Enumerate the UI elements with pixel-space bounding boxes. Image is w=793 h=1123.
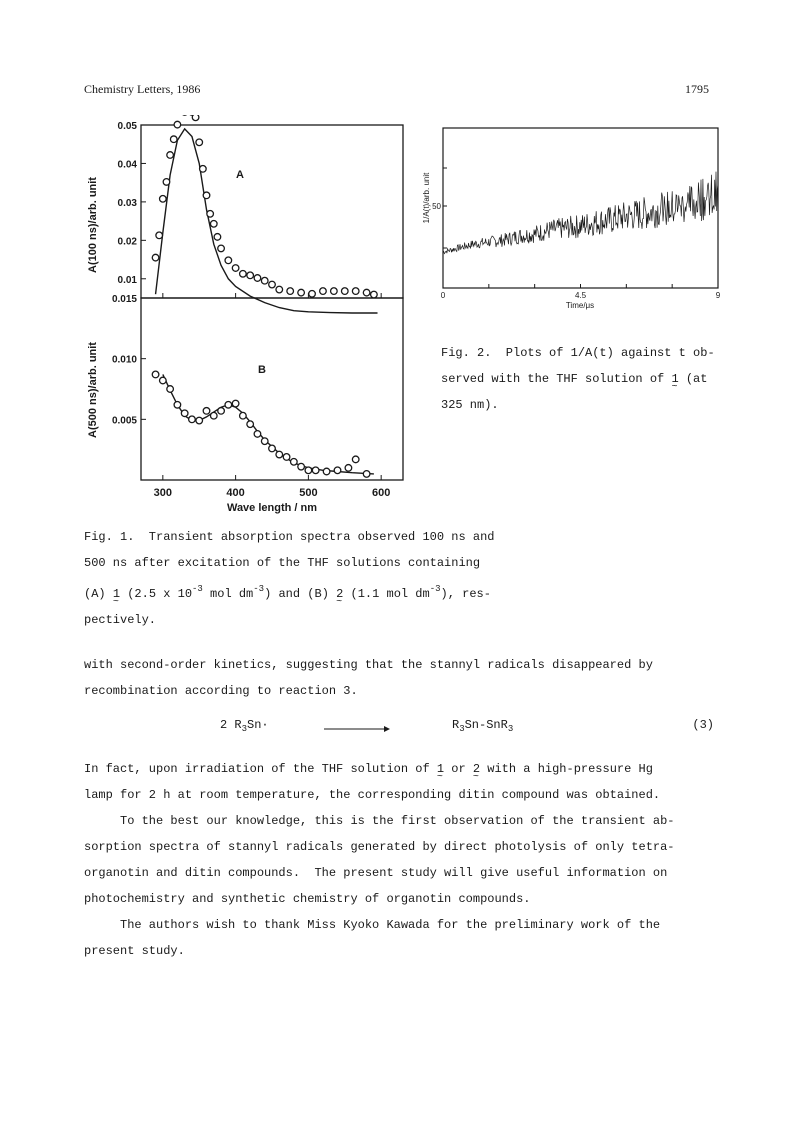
fig2-frame xyxy=(443,128,718,288)
data-point-a xyxy=(167,152,174,159)
fig2-caption-text: Fig. 2. Plots of 1/A(t) against t ob- served with the THF solution of xyxy=(441,346,715,386)
data-point-b xyxy=(181,410,188,417)
eq-text: 2 R xyxy=(220,718,242,732)
subscript: 3 xyxy=(459,724,465,734)
equation-3 xyxy=(84,718,714,744)
data-point-a xyxy=(232,265,239,272)
data-point-b xyxy=(232,400,239,407)
data-point-a xyxy=(214,234,221,241)
data-point-a xyxy=(331,288,338,295)
fig1-caption-text: ), res- xyxy=(440,587,491,601)
data-point-a xyxy=(196,139,203,146)
page-number: 1795 xyxy=(685,82,709,96)
data-point-b xyxy=(160,377,167,384)
data-point-b xyxy=(261,438,268,445)
fig2-trace xyxy=(443,172,718,254)
paragraph-4: The authors wish to thank Miss Kyoko Kawada for the preliminary work of the present study. xyxy=(84,918,661,958)
y-tick-label-b: 0.005 xyxy=(111,415,137,427)
data-point-a xyxy=(170,136,177,143)
panel-b-frame xyxy=(141,298,403,480)
exponent: -3 xyxy=(429,584,441,594)
data-point-b xyxy=(312,467,319,474)
data-point-b xyxy=(210,412,217,419)
data-point-a xyxy=(352,288,359,295)
data-point-b xyxy=(203,408,210,415)
data-point-b xyxy=(218,408,225,415)
data-point-b xyxy=(247,421,254,428)
equation-lhs xyxy=(220,718,269,734)
data-point-b xyxy=(152,371,159,378)
data-point-b xyxy=(254,431,261,438)
data-point-b xyxy=(345,465,352,472)
reaction-arrow xyxy=(324,724,390,734)
paragraph-3: To the best our knowledge, this is the first observation of the transient ab- sorption spectra of stannyl radicals generated by direct photolysis of only tetra- organotin and ditin compounds. The present study will give useful information on photochemistry and synthetic chemistry of organotin compounds. xyxy=(84,814,675,906)
fig1-caption-line4: pectively. xyxy=(84,613,157,627)
x-tick-label: 600 xyxy=(371,487,391,499)
y-axis-label-a: A(100 ns)/arb. unit xyxy=(87,177,99,273)
paragraph-1: with second-order kinetics, suggesting that the stannyl radicals disappeared by recombination according to reaction 3. xyxy=(84,658,653,698)
data-point-a xyxy=(254,275,261,282)
data-point-b xyxy=(291,459,298,466)
data-point-a xyxy=(163,179,170,186)
data-point-b xyxy=(167,386,174,393)
data-point-a xyxy=(298,289,305,296)
compound-1-label: 1 ~ xyxy=(113,581,120,607)
data-point-b xyxy=(323,468,330,475)
y-tick-label-b: 0.015 xyxy=(111,294,137,305)
para-text: lamp for 2 h at room temperature, the corresponding ditin compound was obtained. xyxy=(84,788,661,802)
data-point-a xyxy=(276,286,283,293)
data-point-a xyxy=(240,270,247,277)
fig2-caption-text: (at 325 nm). xyxy=(441,372,708,412)
fig2-x-tick-label: 0 xyxy=(440,291,446,300)
y-axis-label-b: A(500 ns)/arb. unit xyxy=(87,342,99,438)
fig2-x-tick-label: 9 xyxy=(715,291,721,300)
fig1-caption-text: mol dm xyxy=(202,587,254,601)
eq-text: Sn-SnR xyxy=(464,718,508,732)
data-point-a xyxy=(156,232,163,239)
data-point-b xyxy=(225,401,232,408)
data-point-b xyxy=(363,471,370,478)
y-tick-label-b: 0.010 xyxy=(111,354,137,366)
fig1-caption-text: (1.1 mol dm xyxy=(343,587,430,601)
data-point-b xyxy=(196,417,203,424)
figure-1-caption xyxy=(84,524,494,633)
compound-2-label: 2 ~ xyxy=(473,756,480,782)
fit-curve-a xyxy=(156,129,378,313)
fig1-caption-line2: 500 ns after excitation of the THF solutions containing xyxy=(84,556,481,570)
equation-rhs xyxy=(452,718,513,734)
data-point-a xyxy=(160,196,167,203)
paragraph-2 xyxy=(84,756,660,808)
data-point-b xyxy=(174,401,181,408)
compound-1-label: 1 ~ xyxy=(437,756,444,782)
fig1-caption-text: (A) xyxy=(84,587,113,601)
data-point-a xyxy=(269,281,276,288)
figure-1 xyxy=(84,115,409,515)
journal-header: Chemistry Letters, 1986 xyxy=(84,82,201,96)
data-point-a xyxy=(200,166,207,173)
data-point-a xyxy=(363,289,370,296)
panel-b-label: B xyxy=(258,364,266,376)
y-tick-label-a: 0.05 xyxy=(117,121,137,132)
fig2-y-tick-label: 50 xyxy=(432,202,441,211)
equation-number: (3) xyxy=(692,718,714,732)
para-text: In fact, upon irradiation of the THF solution of xyxy=(84,762,437,776)
x-tick-label: 300 xyxy=(153,487,173,499)
para-text: or xyxy=(444,762,473,776)
data-point-b xyxy=(305,467,312,474)
data-point-a xyxy=(371,291,378,298)
data-point-a xyxy=(320,288,327,295)
data-point-a xyxy=(287,288,294,295)
data-point-a xyxy=(309,290,316,297)
panel-a-frame xyxy=(141,125,403,298)
data-point-a xyxy=(174,121,181,128)
data-point-b xyxy=(269,445,276,452)
data-point-a xyxy=(192,115,199,121)
panel-a-label: A xyxy=(236,169,244,181)
fig2-y-axis-label: 1/A(t)/arb. unit xyxy=(422,172,431,224)
fit-curve-b xyxy=(163,374,374,473)
fig1-caption-text: (2.5 x 10 xyxy=(120,587,193,601)
figure-2-caption xyxy=(441,340,715,418)
data-point-a xyxy=(218,245,225,252)
exponent: -3 xyxy=(253,584,265,594)
data-point-b xyxy=(240,412,247,419)
fig2-x-tick-label: 4.5 xyxy=(574,291,587,300)
exponent: -3 xyxy=(192,584,203,594)
data-point-a xyxy=(261,277,268,284)
fig1-caption-text: ) and (B) xyxy=(264,587,337,601)
data-point-b xyxy=(276,451,283,458)
data-point-a xyxy=(247,272,254,279)
data-point-a xyxy=(203,192,210,199)
eq-text: Sn· xyxy=(247,718,269,732)
x-tick-label: 500 xyxy=(299,487,318,499)
y-tick-label-a: 0.03 xyxy=(117,197,137,209)
data-point-b xyxy=(298,463,305,470)
subscript: 3 xyxy=(241,724,248,734)
data-point-a xyxy=(207,211,214,218)
data-point-b xyxy=(283,454,290,461)
data-point-a xyxy=(341,288,348,295)
x-tick-label: 400 xyxy=(226,487,245,499)
eq-text: R xyxy=(452,718,460,732)
y-tick-label-a: 0.01 xyxy=(117,274,137,286)
x-axis-label: Wave length / nm xyxy=(226,502,318,514)
data-point-b xyxy=(334,467,341,474)
data-point-a xyxy=(225,257,232,264)
fig2-x-axis-label: Time/μs xyxy=(565,301,595,310)
compound-1-label: 1 ~ xyxy=(671,366,678,392)
fig1-caption-line1: Fig. 1. Transient absorption spectra observed 100 ns and xyxy=(84,530,495,544)
para-text: with a high-pressure Hg xyxy=(480,762,653,776)
data-point-a xyxy=(210,221,217,228)
figure-2 xyxy=(405,118,725,318)
y-tick-label-a: 0.04 xyxy=(117,159,137,171)
subscript: 3 xyxy=(507,724,514,734)
y-tick-label-a: 0.02 xyxy=(117,236,137,248)
data-point-b xyxy=(189,416,196,423)
data-point-b xyxy=(352,456,359,463)
compound-2-label: 2 ~ xyxy=(336,581,343,607)
data-point-a xyxy=(152,254,159,261)
